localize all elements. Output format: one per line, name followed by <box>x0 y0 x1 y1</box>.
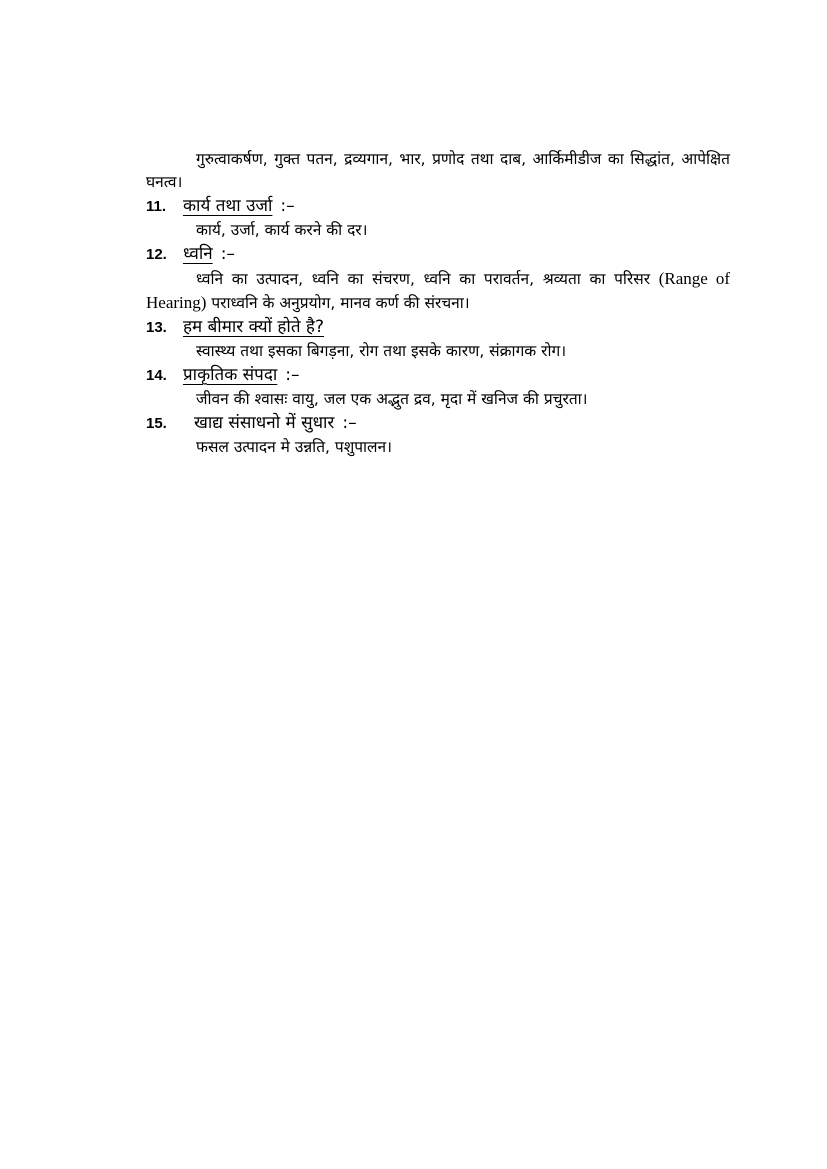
intro-paragraph <box>146 148 730 194</box>
section-body-14: जीवन की श्वासः वायु, जल एक अद्भुत द्रव, मृदा में खनिज की प्रचुरता। <box>196 390 588 408</box>
intro-line-2: का सिद्धांत, आपेक्षित घनत्व। <box>146 150 730 191</box>
section-body-latin: (Range of Hearing) <box>146 269 730 312</box>
section-heading-12 <box>146 242 730 267</box>
section-number: 11. <box>146 198 167 215</box>
section-suffix: :– <box>342 413 357 433</box>
section-body-13: स्वास्थ्य तथा इसका बिगड़ना, रोग तथा इसके कारण, संक्रागक रोग। <box>196 342 567 360</box>
section-number: 15. <box>146 415 167 432</box>
section-heading-15 <box>146 411 730 436</box>
section-body-11: कार्य, उर्जा, कार्य करने की दर। <box>196 221 368 239</box>
section-suffix: :– <box>285 365 300 385</box>
section-heading-11 <box>146 194 730 219</box>
section-number: 12. <box>146 246 167 263</box>
section-heading-13 <box>146 315 730 340</box>
section-body-15: फसल उत्पादन मे उन्नति, पशुपालन। <box>196 438 393 456</box>
section-title: ध्वनि <box>183 244 213 264</box>
section-body-12 <box>146 267 730 315</box>
section-body-text: ध्वनि का उत्पादन, ध्वनि का संचरण, ध्वनि का परावर्तन, श्रव्यता का परिसर <box>196 270 651 288</box>
section-title: प्राकृतिक संपदा <box>183 365 278 385</box>
intro-line-1: गुरुत्वाकर्षण, गुक्त पतन, द्रव्यगान, भार, प्रणोद तथा दाब, आर्किमीडीज <box>196 150 602 168</box>
section-title: कार्य तथा उर्जा <box>183 196 273 216</box>
section-title: खाद्य संसाधनो में सुधार <box>194 413 335 433</box>
section-suffix: :– <box>280 196 295 216</box>
section-number: 13. <box>146 319 167 336</box>
section-suffix: :– <box>220 244 235 264</box>
section-number: 14. <box>146 367 167 384</box>
section-title: हम बीमार क्यों होते है? <box>183 317 324 337</box>
document-content <box>146 148 730 459</box>
section-heading-14 <box>146 363 730 388</box>
section-body-text: पराध्वनि के अनुप्रयोग, मानव कर्ण की संरचना। <box>211 294 470 312</box>
